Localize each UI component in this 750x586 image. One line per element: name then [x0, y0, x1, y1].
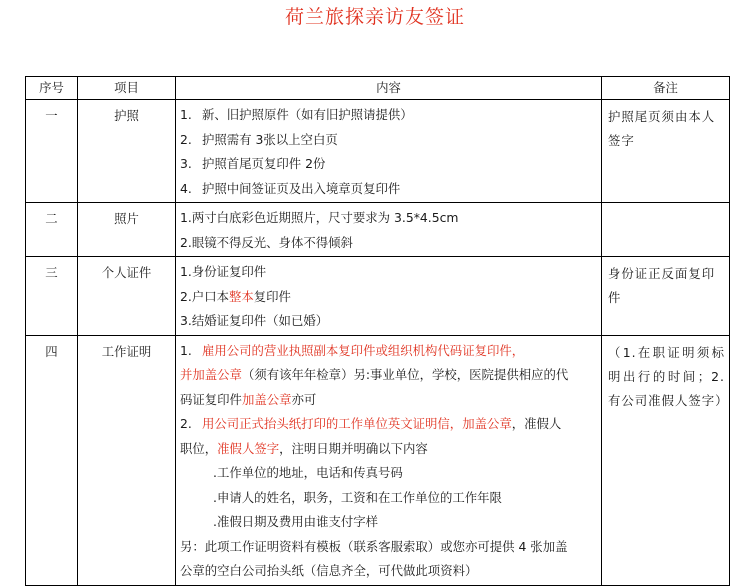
table-header-row — [26, 77, 730, 100]
line-number: 2. — [180, 131, 192, 147]
line-number: 4. — [180, 180, 192, 196]
content-line: 1.两寸白底彩色近期照片，尺寸要求为 3.5*4.5cm — [180, 210, 459, 225]
row-item: 护照 — [78, 100, 176, 203]
table-row-employment-proof — [26, 335, 730, 585]
row-number: 四 — [26, 335, 78, 585]
row-number: 二 — [26, 203, 78, 257]
row-content — [176, 203, 602, 257]
line-text: （须有该年年检章）另:事业单位，学校，医院提供相应的代 — [241, 367, 569, 382]
row-content — [176, 100, 602, 203]
content-line: 另：此项工作证明资料有模板（联系客服索取）或您亦可提供 4 张加盖 — [180, 538, 568, 554]
content-line: 公章的空白公司抬头纸（信息齐全，可代做此项资料） — [180, 563, 478, 578]
content-line: .工作单位的地址，电话和传真号码 — [213, 465, 403, 480]
line-number: 2. — [180, 416, 192, 431]
row-remark — [602, 203, 730, 257]
row-remark: 护照尾页须由本人签字 — [602, 100, 730, 203]
line-text: 护照首尾页复印件 2份 — [202, 156, 326, 171]
content-line — [180, 437, 599, 462]
row-remark: （1.在职证明须标明出行的时间；2.有公司准假人签字） — [602, 335, 730, 585]
line-text: 2.户口本 — [180, 288, 229, 304]
content-line — [180, 177, 599, 202]
content-line: 3.结婚证复印件（如已婚） — [180, 313, 329, 328]
content-line — [180, 285, 599, 310]
content-line — [180, 363, 599, 388]
visa-requirements-table — [25, 76, 730, 586]
content-line — [180, 388, 599, 413]
line-text: 新、旧护照原件（如有旧护照请提供） — [202, 107, 413, 122]
document-title: 荷兰旅探亲访友签证 — [284, 6, 465, 28]
line-text: 护照中间签证页及出入境章页复印件 — [202, 180, 401, 196]
line-number: 1. — [180, 107, 192, 122]
row-content — [176, 257, 602, 336]
row-number: 三 — [26, 257, 78, 336]
content-line: .准假日期及费用由谁支付字样 — [213, 514, 379, 529]
content-line — [180, 412, 599, 437]
line-text: ，准假人 — [511, 416, 562, 431]
row-remark: 身份证正反面复印件 — [602, 257, 730, 336]
row-item: 工作证明 — [78, 335, 176, 585]
line-text: ，注明日期并明确以下内容 — [279, 440, 428, 456]
line-text: 复印件 — [253, 288, 291, 304]
content-line — [180, 152, 599, 177]
line-number: 3. — [180, 156, 192, 171]
header-remark: 备注 — [602, 77, 730, 100]
header-no: 序号 — [26, 77, 78, 100]
table-row-passport — [26, 100, 730, 203]
header-item: 项目 — [78, 77, 176, 100]
content-line: 2.眼镜不得反光、身体不得倾斜 — [180, 234, 353, 250]
highlight-text: 整本 — [229, 288, 254, 304]
line-number: 1. — [180, 342, 192, 358]
content-line — [180, 128, 599, 153]
row-item: 照片 — [78, 203, 176, 257]
line-text: 职位， — [180, 440, 218, 456]
highlight-text: 加盖公章 — [241, 391, 292, 407]
content-line: .申请人的姓名，职务，工资和在工作单位的工作年限 — [213, 489, 502, 505]
highlight-text: 并加盖公章 — [180, 367, 242, 382]
row-item: 个人证件 — [78, 257, 176, 336]
line-text: 码证复印件 — [180, 391, 242, 407]
header-content: 内容 — [176, 77, 602, 100]
content-line — [180, 339, 599, 364]
content-line — [180, 103, 599, 128]
highlight-text: 用公司正式抬头纸打印的工作单位英文证明信，加盖公章 — [202, 416, 512, 431]
row-content — [176, 335, 602, 585]
highlight-text: 雇用公司的营业执照副本复印件或组织机构代码证复印件， — [202, 342, 525, 358]
row-number: 一 — [26, 100, 78, 203]
content-line: 1.身份证复印件 — [180, 264, 267, 279]
line-text: 护照需有 3张以上空白页 — [202, 131, 338, 147]
highlight-text: 准假人签字 — [217, 440, 280, 456]
table-row-id-documents — [26, 257, 730, 336]
line-text: 亦可 — [291, 391, 317, 407]
table-row-photo — [26, 203, 730, 257]
